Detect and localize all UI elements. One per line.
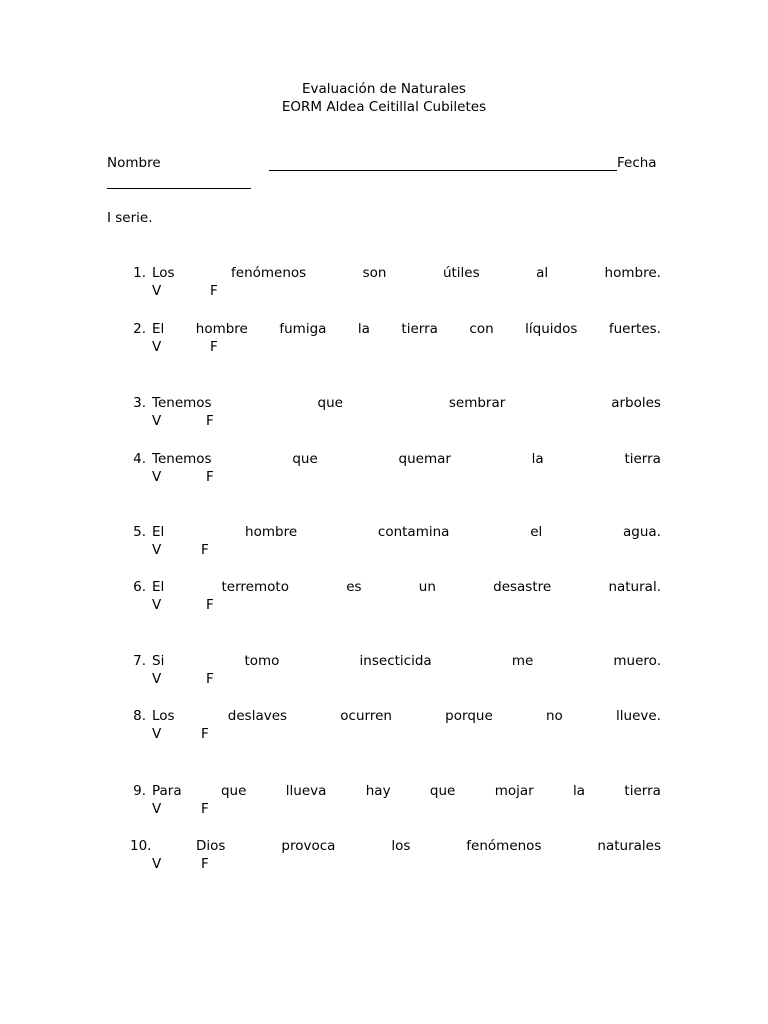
question-word: Tenemos	[152, 451, 212, 467]
question-number: 6.	[133, 579, 146, 595]
evaluation-title: Evaluación de Naturales	[302, 81, 466, 97]
question-word: provoca	[281, 838, 336, 854]
question-word: la	[357, 321, 370, 337]
question-word: que	[220, 783, 247, 799]
question-number: 3.	[133, 395, 146, 411]
section-label: I serie.	[107, 210, 153, 226]
question-word: llueve.	[616, 708, 661, 724]
name-blank-line	[269, 170, 617, 171]
question-word: Dios	[196, 838, 226, 854]
question-word: me	[511, 653, 534, 669]
question-word: fenómenos	[231, 265, 307, 281]
question-number: 8.	[133, 708, 146, 724]
question-word: llueva	[285, 783, 327, 799]
question-statement	[152, 450, 661, 468]
question-word: el	[530, 524, 543, 540]
question-word: Los	[152, 708, 175, 724]
true-option[interactable]: V	[152, 283, 162, 299]
question-word: muero.	[613, 653, 661, 669]
true-option[interactable]: V	[152, 339, 162, 355]
question-word: fenómenos	[466, 838, 542, 854]
false-option[interactable]: F	[210, 339, 218, 355]
question-word: es	[346, 579, 362, 595]
question-word: Si	[152, 653, 165, 669]
question-word: fuertes.	[608, 321, 661, 337]
question-number: 2.	[133, 321, 146, 337]
question-word: líquidos	[525, 321, 578, 337]
question-number: 9.	[133, 783, 146, 799]
question-word: deslaves	[227, 708, 288, 724]
question-word: útiles	[442, 265, 480, 281]
true-option[interactable]: V	[152, 469, 162, 485]
question-word: hombre	[195, 321, 248, 337]
question-statement	[152, 264, 661, 282]
question-number: 4.	[133, 451, 146, 467]
false-option[interactable]: F	[201, 801, 209, 817]
question-word: hombre.	[604, 265, 661, 281]
question-word: fumiga	[279, 321, 327, 337]
name-label: Nombre	[107, 155, 161, 171]
true-option[interactable]: V	[152, 542, 162, 558]
question-number: 10.	[130, 838, 152, 854]
question-word: un	[418, 579, 436, 595]
false-option[interactable]: F	[206, 597, 214, 613]
question-word: arboles	[611, 395, 661, 411]
true-option[interactable]: V	[152, 726, 162, 742]
question-word: Los	[152, 265, 175, 281]
question-statement	[152, 394, 661, 412]
date-label: Fecha	[617, 155, 657, 171]
question-word: tierra	[401, 321, 438, 337]
question-statement	[152, 578, 661, 596]
question-word: naturales	[597, 838, 661, 854]
question-word: que	[292, 451, 318, 467]
question-word: El	[152, 524, 165, 540]
question-word: que	[429, 783, 456, 799]
question-word: agua.	[623, 524, 661, 540]
question-word: ocurren	[340, 708, 392, 724]
question-statement	[152, 707, 661, 725]
school-name: EORM Aldea Ceitillal Cubiletes	[281, 99, 487, 115]
question-word: El	[152, 321, 165, 337]
question-word: contamina	[377, 524, 450, 540]
question-number: 5.	[133, 524, 146, 540]
question-word: porque	[445, 708, 493, 724]
question-word: sembrar	[448, 395, 506, 411]
true-option[interactable]: V	[152, 801, 162, 817]
question-word: natural.	[608, 579, 661, 595]
question-statement	[152, 782, 661, 800]
date-blank-line	[107, 188, 251, 189]
question-statement	[152, 652, 661, 670]
question-word: terremoto	[221, 579, 289, 595]
question-word: son	[362, 265, 387, 281]
question-word: insecticida	[359, 653, 432, 669]
question-number: 1.	[133, 265, 146, 281]
false-option[interactable]: F	[201, 542, 209, 558]
false-option[interactable]: F	[206, 469, 214, 485]
question-statement	[152, 320, 661, 338]
question-word: mojar	[494, 783, 534, 799]
question-word: hombre	[245, 524, 298, 540]
true-option[interactable]: V	[152, 413, 162, 429]
false-option[interactable]: F	[201, 726, 209, 742]
question-word: Tenemos	[152, 395, 212, 411]
question-word: tierra	[624, 783, 661, 799]
question-word: que	[317, 395, 343, 411]
question-word: la	[573, 783, 586, 799]
question-statement	[152, 523, 661, 541]
question-word: no	[545, 708, 563, 724]
question-word: la	[531, 451, 544, 467]
question-word: hay	[365, 783, 391, 799]
question-word: desastre	[493, 579, 552, 595]
question-word: al	[536, 265, 549, 281]
question-word: Para	[152, 783, 182, 799]
question-word: tierra	[624, 451, 661, 467]
false-option[interactable]: F	[206, 413, 214, 429]
true-option[interactable]: V	[152, 856, 162, 872]
true-option[interactable]: V	[152, 671, 162, 687]
question-word: quemar	[398, 451, 451, 467]
false-option[interactable]: F	[201, 856, 209, 872]
false-option[interactable]: F	[206, 671, 214, 687]
question-word: tomo	[244, 653, 280, 669]
question-word: El	[152, 579, 165, 595]
question-word: con	[469, 321, 494, 337]
question-statement	[196, 837, 661, 855]
question-number: 7.	[133, 653, 146, 669]
true-option[interactable]: V	[152, 597, 162, 613]
question-word: los	[391, 838, 411, 854]
false-option[interactable]: F	[210, 283, 218, 299]
